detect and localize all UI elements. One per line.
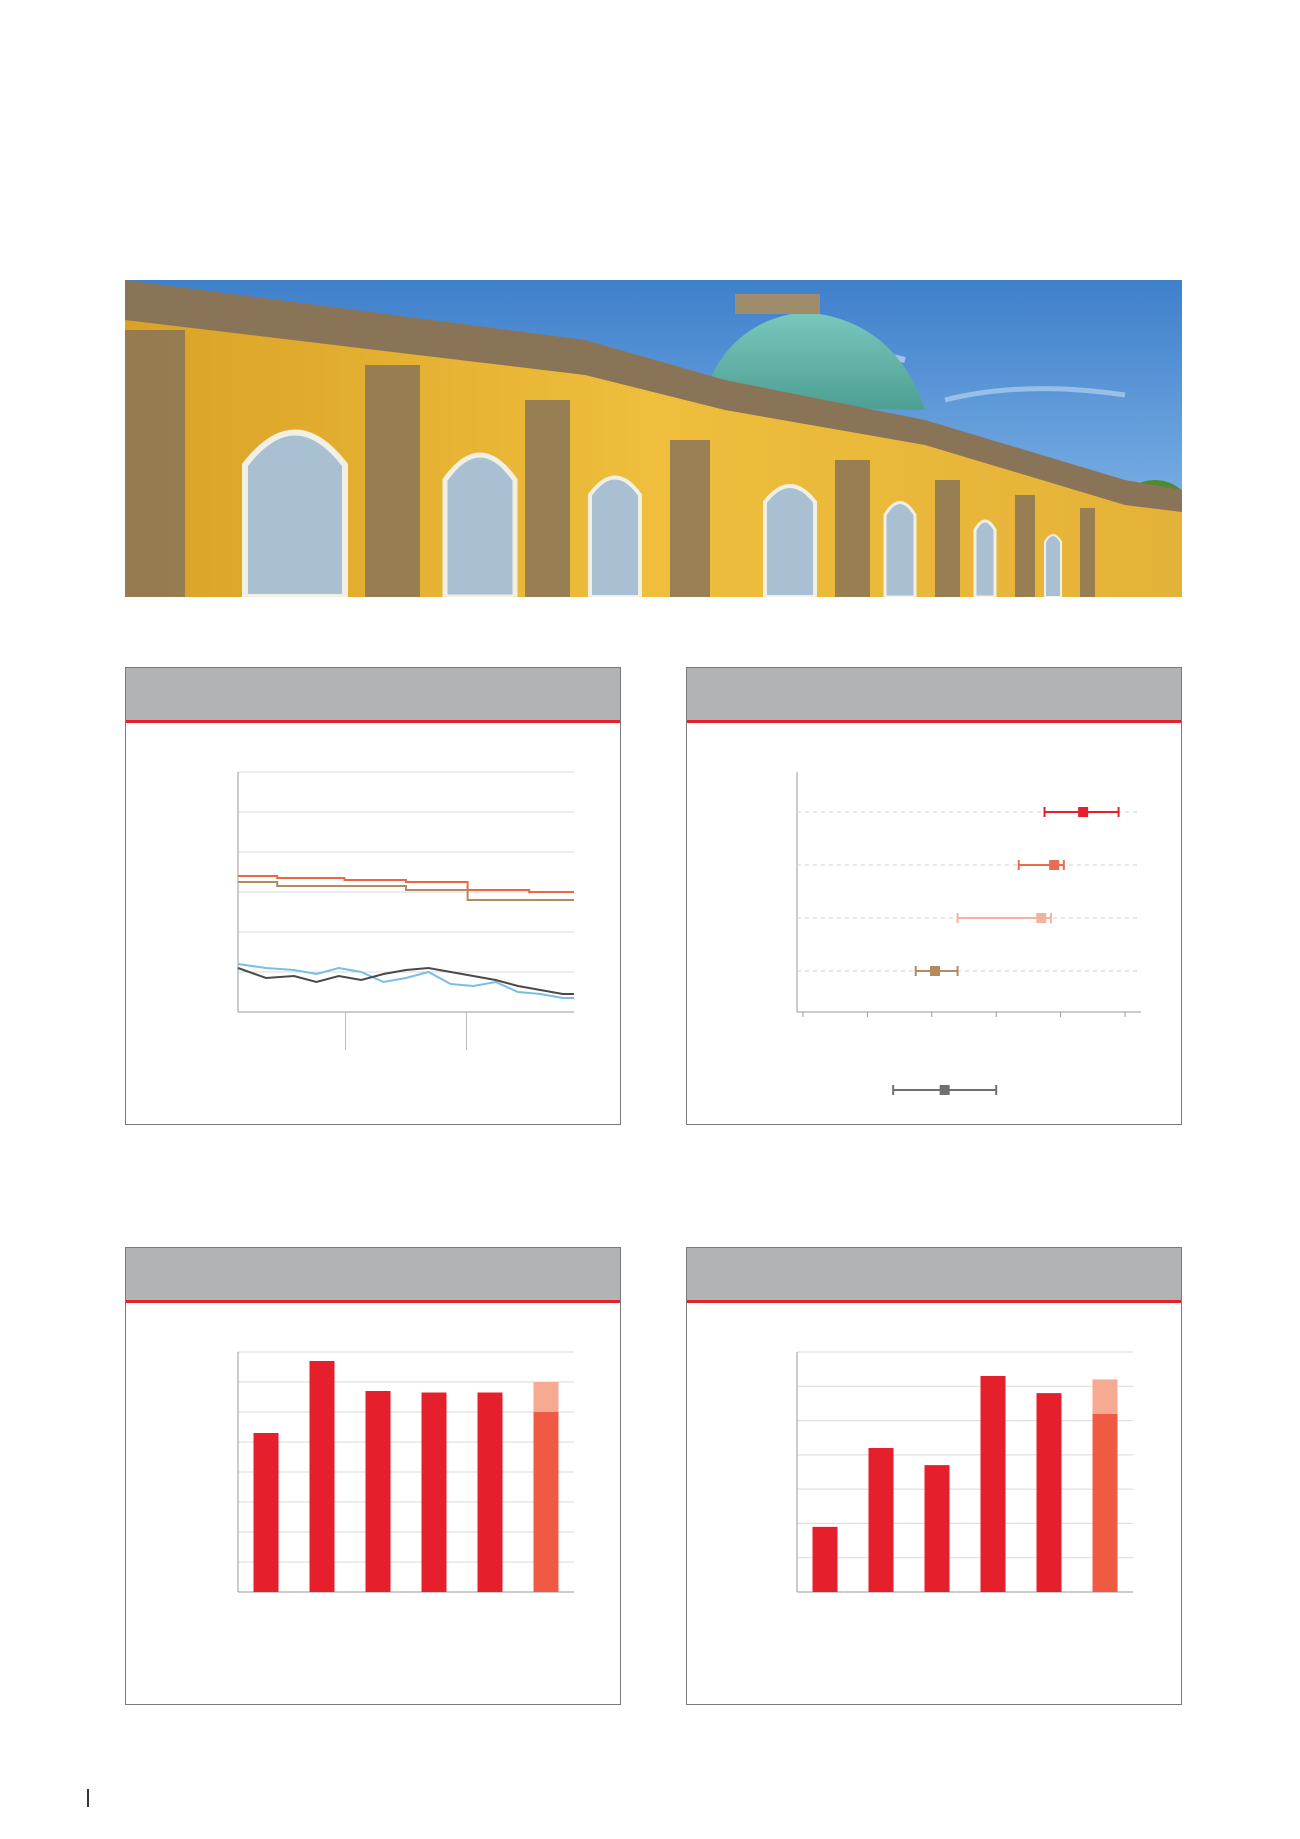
hero-photo (125, 280, 1182, 597)
bar-chart-panel-left (125, 1247, 621, 1705)
bar-chart-panel-right (686, 1247, 1182, 1705)
palace-photo (125, 280, 1182, 597)
page-marker (87, 1789, 89, 1807)
window (245, 433, 345, 598)
bar (925, 1465, 950, 1592)
bar-estimate-range (1093, 1379, 1118, 1413)
bar (310, 1361, 335, 1592)
bar (1093, 1414, 1118, 1592)
bar-estimate-range (534, 1382, 559, 1412)
bar (422, 1393, 447, 1593)
legend-marker (940, 1085, 950, 1095)
line-chart (126, 668, 620, 1124)
bar-chart (687, 1248, 1181, 1704)
point-marker (1049, 860, 1059, 870)
line-chart-panel (125, 667, 621, 1125)
point-marker (1036, 913, 1046, 923)
bar (254, 1433, 279, 1592)
bar (366, 1391, 391, 1592)
bar (813, 1527, 838, 1592)
bar (534, 1412, 559, 1592)
bar-chart (126, 1248, 620, 1704)
point-marker (1078, 807, 1088, 817)
range-chart-panel (686, 667, 1182, 1125)
point-marker (930, 966, 940, 976)
stone (125, 330, 185, 597)
bar (478, 1393, 503, 1593)
range-chart (687, 668, 1181, 1124)
bar (869, 1448, 894, 1592)
bar (981, 1376, 1006, 1592)
bar (1037, 1393, 1062, 1592)
